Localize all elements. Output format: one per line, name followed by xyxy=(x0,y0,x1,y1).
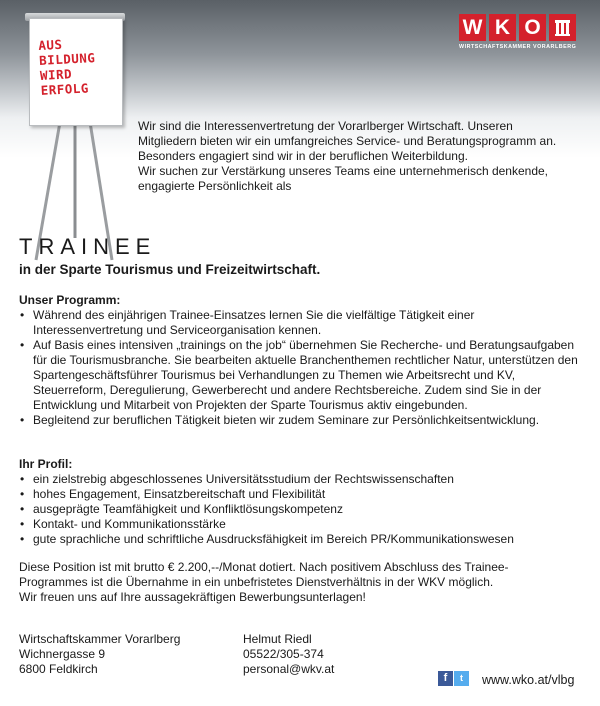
website-link[interactable]: www.wko.at/vlbg xyxy=(482,673,575,687)
logo-letter-k: K xyxy=(489,14,516,41)
flipchart-line: AUS xyxy=(38,36,63,53)
programm-section xyxy=(19,293,585,428)
contact-person-block xyxy=(243,632,334,677)
wko-logo xyxy=(459,14,581,50)
list-item: • Begleitend zur beruflichen Tätigkeit bieten wir zudem Seminare zur Persönlichkeitsentwicklung. xyxy=(19,413,585,428)
list-item: • ausgeprägte Teamfähigkeit und Konfliktlösungskompetenz xyxy=(19,502,585,517)
closing-line: Programmes ist die Übernahme in ein unbefristetes Dienstverhältnis in der WKV möglich. xyxy=(19,575,494,589)
job-title: TRAINEE xyxy=(19,234,157,259)
list-item: • hohes Engagement, Einsatzbereitschaft und Flexibilität xyxy=(19,487,585,502)
address-line: Wichnergasse 9 xyxy=(19,647,106,661)
contact-name: Helmut Riedl xyxy=(243,632,312,646)
social-links xyxy=(438,671,469,686)
list-item: • Kontakt- und Kommunikationsstärke xyxy=(19,517,585,532)
profil-heading: Ihr Profil: xyxy=(19,457,73,471)
address-line: Wirtschaftskammer Vorarlberg xyxy=(19,632,181,646)
intro-line: Mitgliedern bieten wir ein umfangreiches Service- und Beratungsprogramm an. xyxy=(138,134,557,148)
intro-text xyxy=(138,119,588,194)
logo-letter-o: O xyxy=(519,14,546,41)
profil-section xyxy=(19,457,585,547)
closing-text xyxy=(19,560,585,605)
coat-of-arms-icon xyxy=(549,14,576,41)
closing-line: Wir freuen uns auf Ihre aussagekräftigen Bewerbungsunterlagen! xyxy=(19,590,366,604)
intro-line: engagierte Persönlichkeit als xyxy=(138,179,292,193)
contact-phone: 05522/305-374 xyxy=(243,647,324,661)
facebook-icon[interactable]: f xyxy=(438,671,453,686)
flipchart-line: ERFOLG xyxy=(40,80,90,98)
job-subtitle: in der Sparte Tourismus und Freizeitwirtschaft. xyxy=(19,262,321,277)
flipchart-line: WIRD xyxy=(39,66,73,83)
logo-letter-w: W xyxy=(459,14,486,41)
intro-line: Wir suchen zur Verstärkung unseres Teams eine unternehmerisch denkende, xyxy=(138,164,548,178)
closing-line: Diese Position ist mit brutto € 2.200,--/Monat dotiert. Nach positivem Abschluss des Trainee- xyxy=(19,560,509,574)
address-line: 6800 Feldkirch xyxy=(19,662,98,676)
logo-tagline: WIRTSCHAFTSKAMMER VORARLBERG xyxy=(459,44,577,50)
flipchart-line: BILDUNG xyxy=(38,50,96,68)
contact-email[interactable]: personal@wkv.at xyxy=(243,662,335,676)
list-item: • Während des einjährigen Trainee-Einsatzes lernen Sie die vielfältige Tätigkeit einer Interessenvertretung und Serviceorganisation kennen. xyxy=(19,308,585,338)
address-block xyxy=(19,632,180,677)
list-item: • ein zielstrebig abgeschlossenes Universitätsstudium der Rechtswissenschaften xyxy=(19,472,585,487)
twitter-icon[interactable]: t xyxy=(454,671,469,686)
list-item: • Auf Basis eines intensiven „trainings on the job“ übernehmen Sie Recherche- und Beratungsaufgaben für die Tourismusbranche. Sie bearbeiten aktuelle Branchenthemen rechtlicher Natur, unterstützen den Spartengeschäftsführer Tourismus bei Verhandlungen zu Themen wie Arbeitsrecht und KV, Steuerreform, Deregulierung, Gewerberecht und andere Rechtsbereiche. Zudem sind Sie in der Entwicklung und Mitarbeit von Projekten der Sparte Tourismus aktiv eingebunden. xyxy=(19,338,585,413)
programm-heading: Unser Programm: xyxy=(19,293,121,307)
intro-line: Wir sind die Interessenvertretung der Vorarlberger Wirtschaft. Unseren xyxy=(138,119,513,133)
flipchart-slogan xyxy=(38,34,121,98)
intro-line: Besonders engagiert sind wir in der beruflichen Weiterbildung. xyxy=(138,149,468,163)
list-item: • gute sprachliche und schriftliche Ausdrucksfähigkeit im Bereich PR/Kommunikationswesen xyxy=(19,532,585,547)
